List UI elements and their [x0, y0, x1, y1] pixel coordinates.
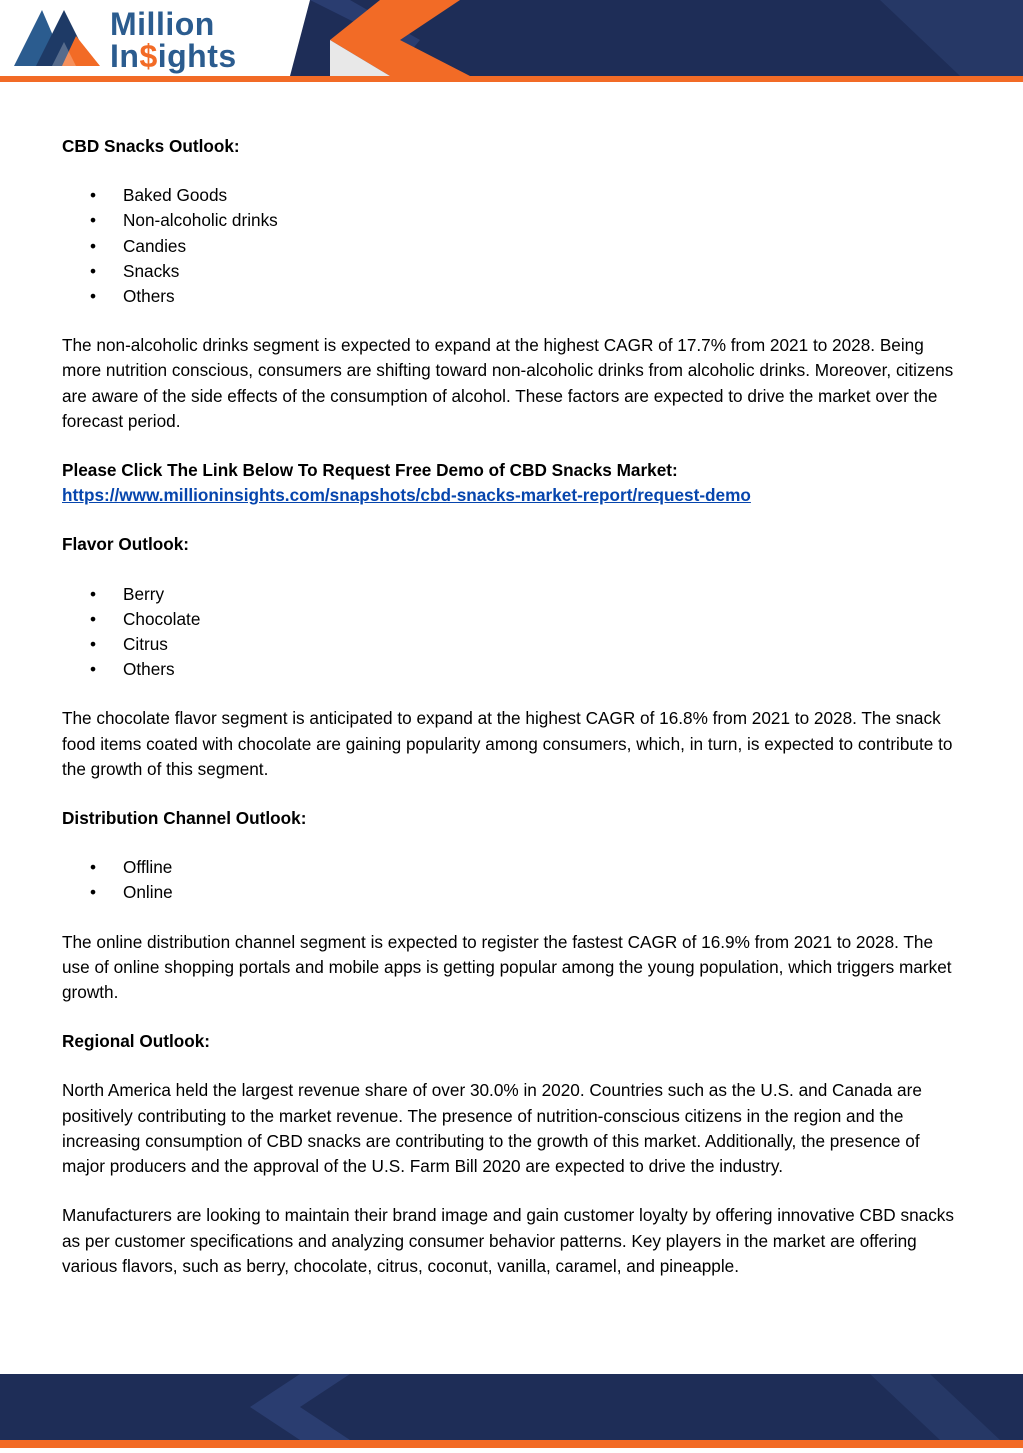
cbd-list: [62, 183, 962, 309]
demo-heading: Please Click The Link Below To Request Free Demo of CBD Snacks Market:: [62, 460, 678, 481]
regional-heading: Regional Outlook:: [62, 1031, 210, 1052]
bullet-icon: •: [90, 634, 97, 655]
bullet-icon: •: [90, 260, 97, 281]
bullet-icon: •: [90, 857, 97, 878]
logo-dollar: $: [139, 38, 158, 74]
list-item: • Baked Goods: [62, 183, 962, 208]
bullet-icon: •: [90, 608, 97, 629]
list-item: • Offline: [62, 855, 962, 880]
bullet-icon: •: [90, 286, 97, 307]
list-item: • Snacks: [62, 259, 962, 284]
footer-banner: [0, 1374, 1023, 1448]
logo-wordmark: [110, 8, 237, 72]
distribution-list: [62, 855, 962, 905]
logo-line-2: In$ights: [110, 38, 237, 74]
list-item: • Candies: [62, 234, 962, 259]
list-item: • Non-alcoholic drinks: [62, 208, 962, 233]
bullet-icon: •: [90, 185, 97, 206]
cbd-heading: CBD Snacks Outlook:: [62, 136, 240, 156]
bullet-icon: •: [90, 882, 97, 903]
bullet-icon: •: [90, 210, 97, 231]
flavor-paragraph: The chocolate flavor segment is anticipated to expand at the highest CAGR of 16.8% from 2021 to 2028. The snack food items coated with chocolate are gaining popularity among consumers, which, in turn, is expected to contribute to the growth of this segment.: [62, 708, 953, 779]
list-item: • Citrus: [62, 632, 962, 657]
request-demo-link[interactable]: https://www.millioninsights.com/snapshots/cbd-snacks-market-report/request-demo: [62, 485, 751, 506]
bullet-icon: •: [90, 583, 97, 604]
list-item: • Others: [62, 284, 962, 309]
list-item: • Berry: [62, 582, 962, 607]
list-item: • Online: [62, 880, 962, 905]
logo-line-1: Million: [110, 6, 215, 42]
page-header: [0, 0, 1023, 84]
bullet-icon: •: [90, 235, 97, 256]
cbd-paragraph: The non-alcoholic drinks segment is expected to expand at the highest CAGR of 17.7% from 2021 to 2028. Being more nutrition conscious, consumers are shifting toward non-alcoholic drinks from alcoholic drinks. Moreover, citizens are aware of the side effects of the consumption of alcohol. These factors are expected to drive the market over the forecast period.: [62, 335, 954, 431]
regional-paragraph-1: North America held the largest revenue share of over 30.0% in 2020. Countries such as the U.S. and Canada are positively contributing to the market revenue. The presence of nutrition-conscious citizens in the region and the increasing consumption of CBD snacks are contributing to the growth of this market. Additionally, the presence of major producers and the approval of the U.S. Farm Bill 2020 are expected to drive the industry.: [62, 1080, 922, 1177]
page-footer: [0, 1374, 1023, 1448]
logo-mark: [14, 6, 104, 68]
document-body: [62, 134, 962, 1279]
distribution-paragraph: The online distribution channel segment is expected to register the fastest CAGR of 16.9% from 2021 to 2028. The use of online shopping portals and mobile apps is getting popular among the young population, which triggers market growth.: [62, 931, 952, 1003]
bullet-icon: •: [90, 659, 97, 680]
regional-paragraph-2: Manufacturers are looking to maintain their brand image and gain customer loyalty by offering innovative CBD snacks as per customer specifications and analyzing consumer behavior patterns. Key players in the market are offering various flavors, such as berry, chocolate, citrus, coconut, vanilla, caramel, and pineapple.: [62, 1205, 954, 1276]
list-item: • Chocolate: [62, 607, 962, 632]
list-item: • Others: [62, 657, 962, 682]
distribution-heading: Distribution Channel Outlook:: [62, 808, 307, 829]
flavor-heading: Flavor Outlook:: [62, 534, 190, 555]
flavor-list: [62, 582, 962, 683]
